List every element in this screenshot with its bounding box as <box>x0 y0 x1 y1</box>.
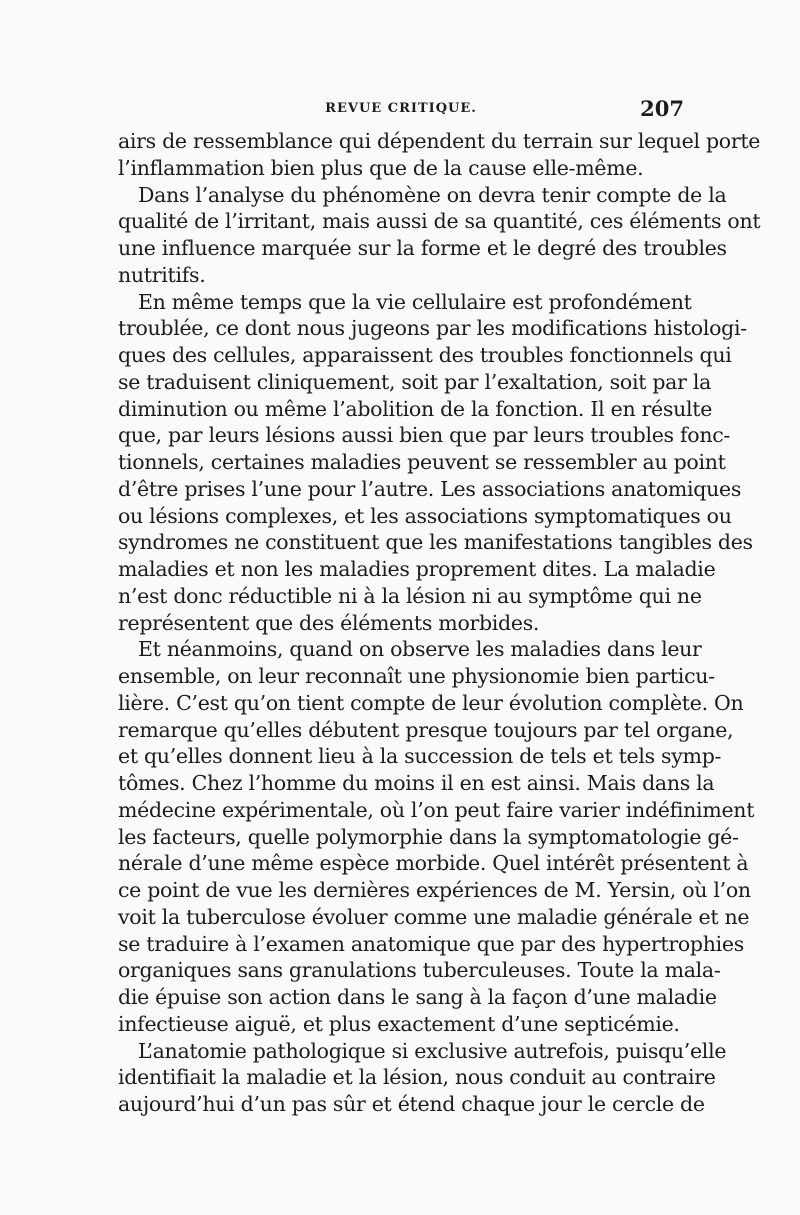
body-text <box>118 128 761 1118</box>
text-line: une influence marquée sur la forme et le degré des troubles <box>118 236 727 260</box>
text-line: ques des cellules, apparaissent des troubles fonctionnels qui <box>118 343 732 367</box>
text-line: se traduire à l’examen anatomique que par des hypertrophies <box>118 931 744 956</box>
text-line: nérale d’une même espèce morbide. Quel intérêt présentent à <box>118 851 749 876</box>
text-line: identifiait la maladie et la lésion, nous conduit au contraire <box>118 1065 716 1090</box>
page-header <box>118 96 684 120</box>
text-line: En même temps que la vie cellulaire est profondément <box>138 289 692 314</box>
text-line: diminution ou même l’abolition de la fonction. Il en résulte <box>118 396 713 421</box>
text-line: que, par leurs lésions aussi bien que par leurs troubles fonc- <box>118 423 731 448</box>
text-line: d’être prises l’une pour l’autre. Les associations anatomiques <box>118 476 742 501</box>
text-line: remarque qu’elles débutent presque toujours par tel organe, <box>118 717 734 742</box>
text-line: L’anatomie pathologique si exclusive autrefois, puisqu’elle <box>138 1038 727 1063</box>
text-line: voit la tuberculose évoluer comme une maladie générale et ne <box>118 904 750 929</box>
text-line: ce point de vue les dernières expériences de M. Yersin, où l’on <box>118 878 751 902</box>
text-line: représentent que des éléments morbides. <box>118 610 540 635</box>
text-line: airs de ressemblance qui dépendent du terrain sur lequel porte <box>118 129 761 153</box>
text-line: l’inflammation bien plus que de la cause elle-même. <box>118 155 644 180</box>
text-line: tômes. Chez l’homme du moins il en est ainsi. Mais dans la <box>118 771 715 795</box>
text-line: qualité de l’irritant, mais aussi de sa quantité, ces éléments ont <box>118 209 761 234</box>
text-line: et qu’elles donnent lieu à la succession de tels et tels symp- <box>118 744 722 769</box>
text-line: les facteurs, quelle polymorphie dans la symptomatologie gé- <box>118 824 739 849</box>
text-line: ou lésions complexes, et les associations symptomatiques ou <box>118 503 732 528</box>
text-line: infectieuse aiguë, et plus exactement d’une septicémie. <box>118 1011 680 1036</box>
text-line: syndromes ne constituent que les manifestations tangibles des <box>118 530 753 555</box>
text-line: die épuise son action dans le sang à la façon d’une maladie <box>118 985 717 1009</box>
text-line: n’est donc réductible ni à la lésion ni au symptôme qui ne <box>118 583 702 608</box>
text-line: ensemble, on leur reconnaît une physionomie bien particu- <box>118 664 715 688</box>
text-line: maladies et non les maladies proprement dites. La maladie <box>118 557 716 581</box>
text-line: troublée, ce dont nous jugeons par les modifications histologi- <box>118 316 747 341</box>
text-line: aujourd’hui d’un pas sûr et étend chaque jour le cercle de <box>118 1092 705 1116</box>
text-line: lière. C’est qu’on tient compte de leur évolution complète. On <box>118 690 744 715</box>
text-line: se traduisent cliniquement, soit par l’exaltation, soit par la <box>118 369 711 394</box>
text-line: Dans l’analyse du phénomène on devra tenir compte de la <box>138 182 727 207</box>
text-line: Et néanmoins, quand on observe les maladies dans leur <box>138 637 702 662</box>
running-head: REVUE CRITIQUE. <box>325 101 477 116</box>
text-line: organiques sans granulations tuberculeuses. Toute la mala- <box>118 958 721 983</box>
text-line: tionnels, certaines maladies peuvent se ressembler au point <box>118 450 726 474</box>
text-line: nutritifs. <box>118 262 206 287</box>
page-number: 207 <box>640 96 684 121</box>
text-line: médecine expérimentale, où l’on peut faire varier indéfiniment <box>118 797 755 822</box>
